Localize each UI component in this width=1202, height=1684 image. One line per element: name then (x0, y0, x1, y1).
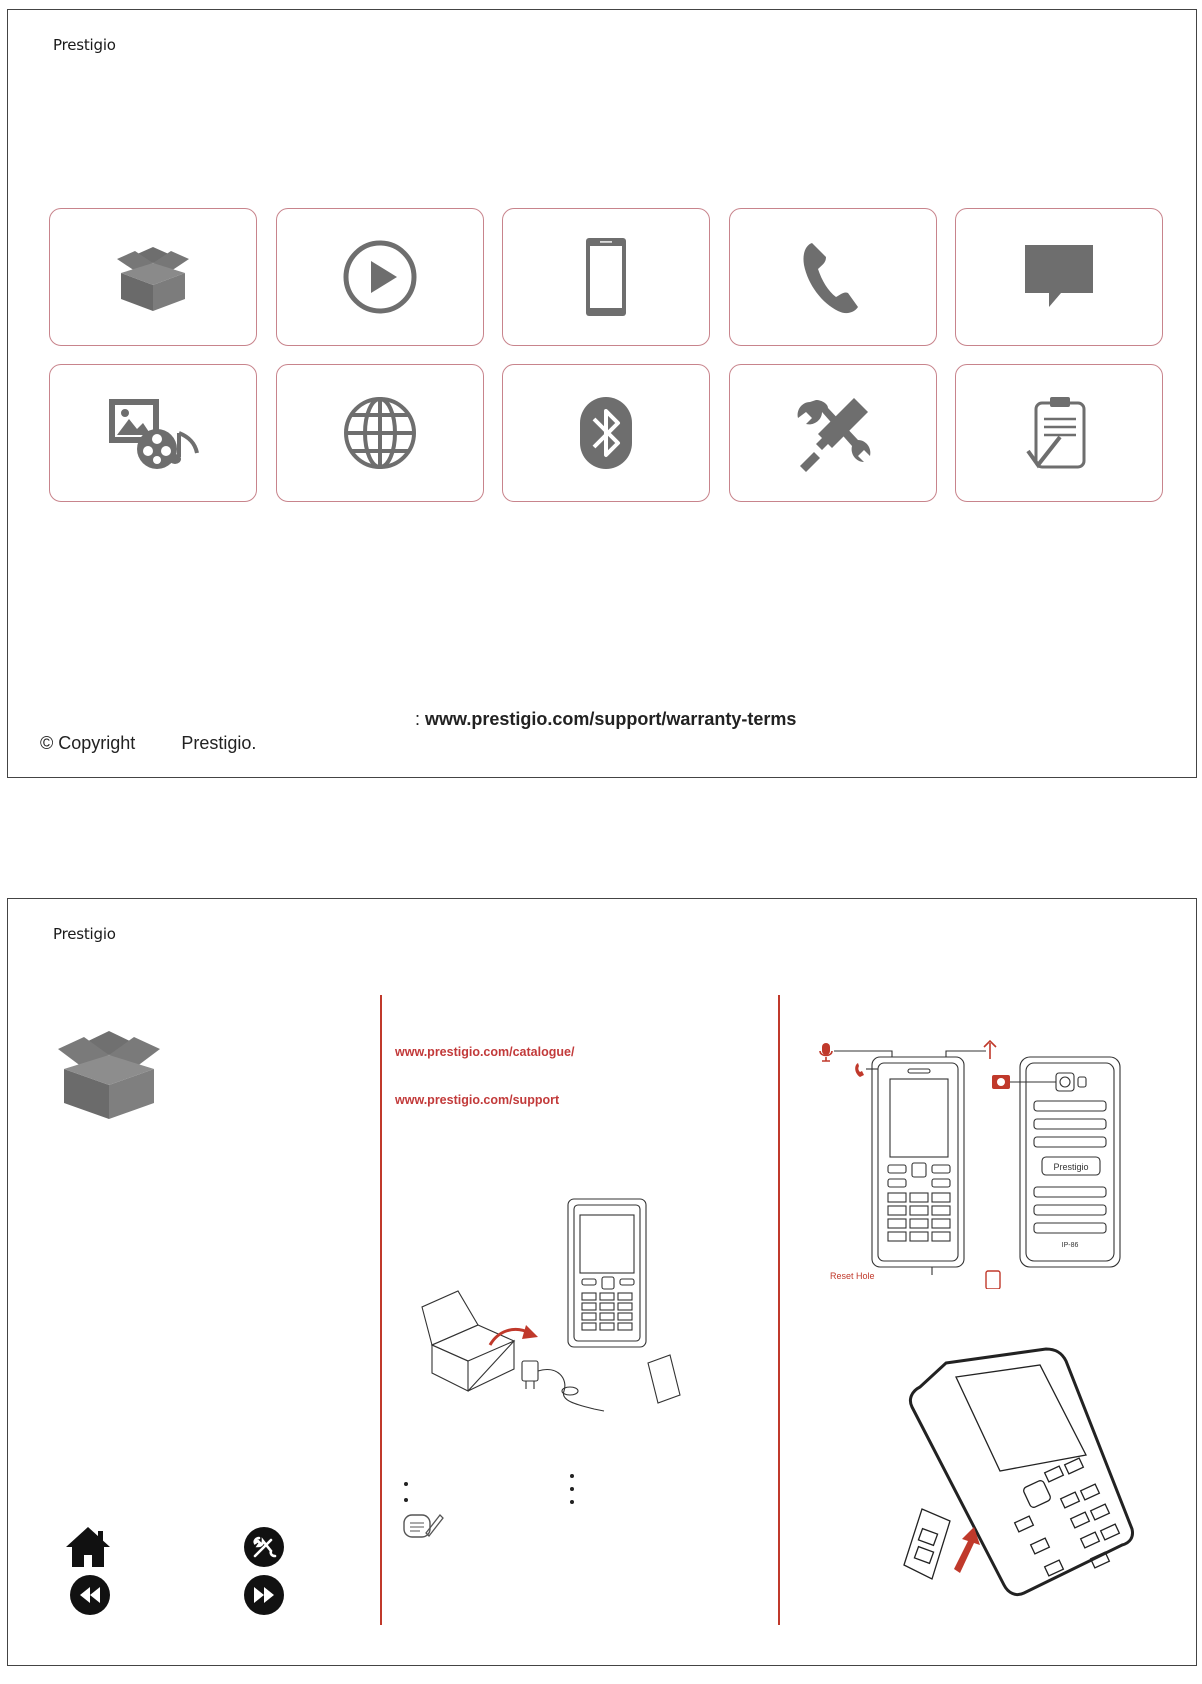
bullet-point (570, 1500, 574, 1504)
bullet-point (404, 1498, 408, 1502)
tools-icon (251, 1534, 277, 1560)
note-pencil-icon (402, 1509, 444, 1543)
tools-icon (792, 392, 874, 474)
home-icon[interactable] (64, 1525, 112, 1569)
tile-getting-started[interactable] (276, 208, 484, 346)
box-contents-illustration (418, 1195, 698, 1415)
speech-bubble-icon (1021, 241, 1097, 313)
play-circle-icon (340, 237, 420, 317)
brand-logo: Prestigio (53, 36, 116, 54)
tile-box-contents[interactable] (49, 208, 257, 346)
smartphone-icon (584, 236, 628, 318)
tile-bluetooth[interactable] (502, 364, 710, 502)
back-nav-button[interactable] (70, 1575, 110, 1615)
reset-hole-label: Reset Hole (830, 1271, 875, 1281)
tile-multimedia[interactable] (49, 364, 257, 502)
tile-settings[interactable] (729, 364, 937, 502)
tile-messages[interactable] (955, 208, 1163, 346)
column-divider-left (380, 995, 382, 1625)
fast-forward-icon (252, 1586, 276, 1604)
clipboard-check-icon (1026, 393, 1092, 473)
tile-specifications[interactable] (955, 364, 1163, 502)
bullet-point (404, 1482, 408, 1486)
support-link[interactable]: www.prestigio.com/support (395, 1093, 560, 1107)
page-1 (7, 9, 1197, 778)
package-box-icon (54, 1025, 164, 1121)
copyright-line (40, 733, 256, 754)
phone-back-brand: Prestigio (1053, 1162, 1089, 1172)
bullet-point (570, 1474, 574, 1478)
tools-nav-button[interactable] (244, 1527, 284, 1567)
catalogue-link[interactable]: www.prestigio.com/catalogue/ (395, 1045, 575, 1059)
column-divider-right (778, 995, 780, 1625)
tile-calls[interactable] (729, 208, 937, 346)
copyright-brand: Prestigio. (181, 733, 257, 753)
tile-phone-overview[interactable] (502, 208, 710, 346)
tile-internet[interactable] (276, 364, 484, 502)
bluetooth-icon (576, 393, 636, 473)
warranty-prefix: : (415, 709, 426, 729)
warranty-url[interactable]: www.prestigio.com/support/warranty-terms (425, 709, 797, 729)
forward-nav-button[interactable] (244, 1575, 284, 1615)
globe-icon (340, 393, 420, 473)
sim-insertion-diagram (896, 1343, 1146, 1603)
package-box-icon (111, 241, 195, 313)
brand-logo: Prestigio (53, 925, 116, 943)
rewind-icon (78, 1586, 102, 1604)
phone-handset-icon (798, 237, 868, 317)
copyright-label: © Copyright (40, 733, 136, 753)
page-2 (7, 898, 1197, 1666)
phone-model-label: IP-86 (1061, 1242, 1079, 1249)
phone-layout-diagram (812, 1039, 1142, 1289)
warranty-link-line (415, 709, 796, 730)
bullet-point (570, 1487, 574, 1491)
multimedia-icon (103, 393, 203, 473)
